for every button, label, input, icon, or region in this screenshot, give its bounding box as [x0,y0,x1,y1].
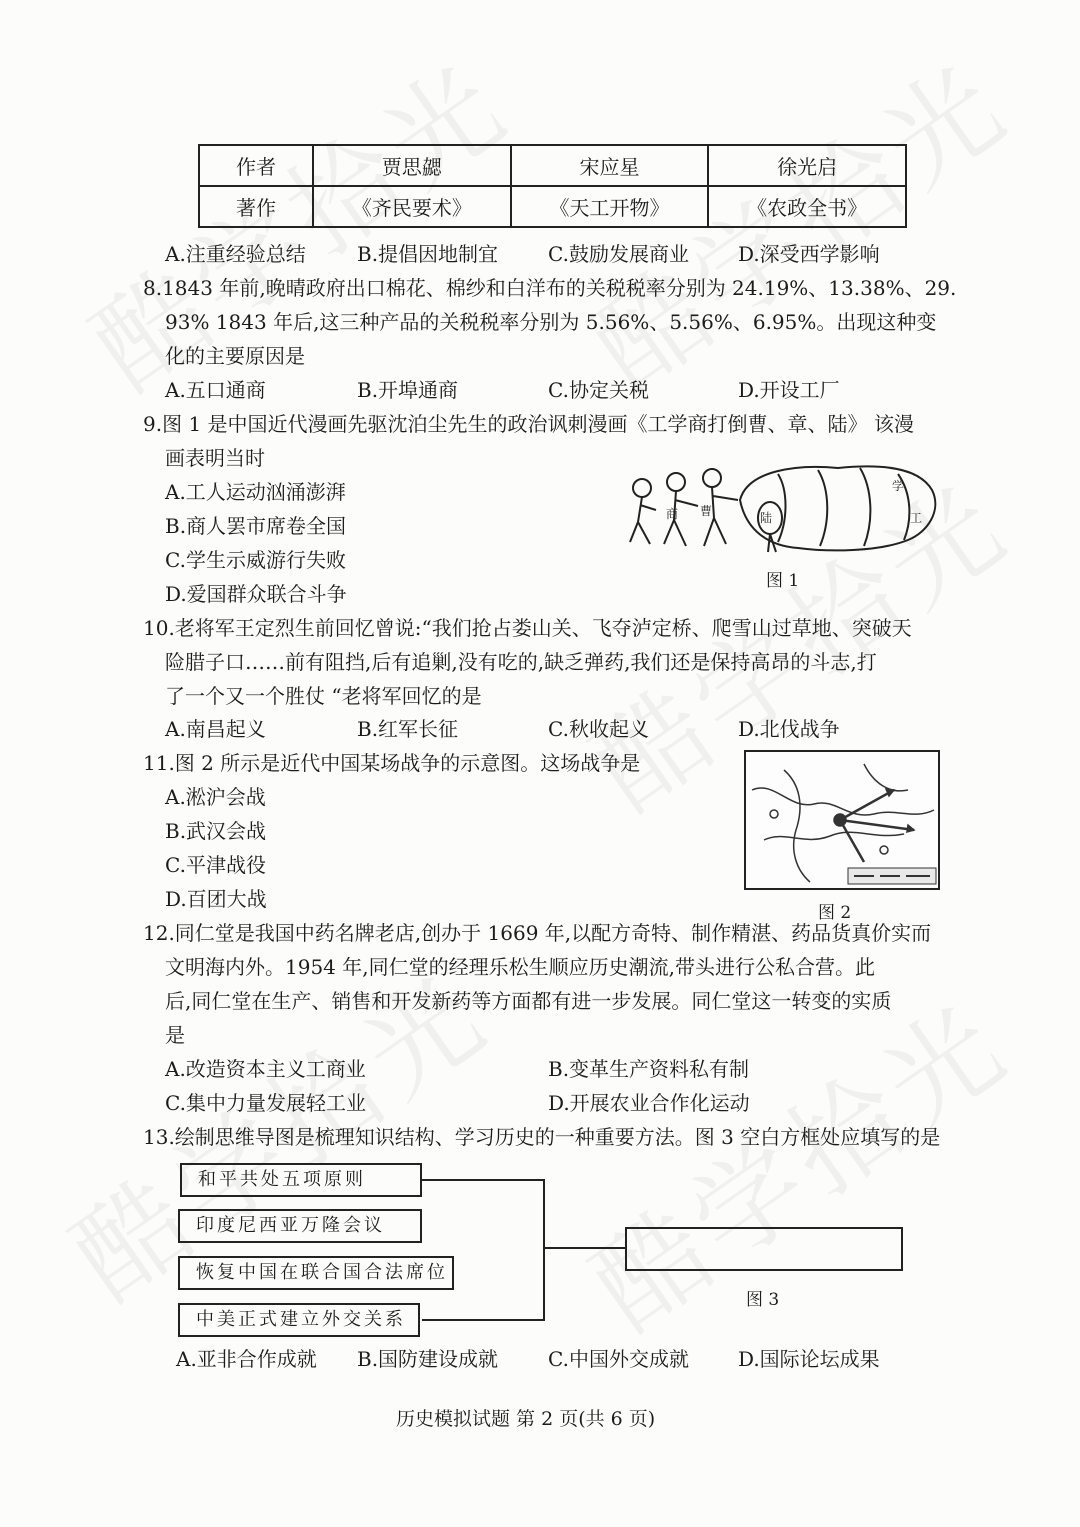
mindmap-box: 和平共处五项原则 [180,1163,422,1197]
q9-option-b[interactable]: B.商人罢市席卷全国 [165,514,347,538]
author-works-table [198,144,907,228]
table-cell: 贾思勰 [313,145,511,186]
svg-text:商: 商 [666,507,679,521]
table-row [199,145,906,186]
q13-option-c[interactable]: C.中国外交成就 [548,1347,689,1371]
q9-stem-line: 9.图 1 是中国近代漫画先驱沈泊尘先生的政治讽刺漫画《工学商打倒曹、章、陆》 该漫 [143,412,914,436]
q8-stem-line: 8.1843 年前,晚晴政府出口棉花、棉纱和白洋布的关税税率分别为 24.19%、13.38%、29. [143,276,957,300]
q13-stem-line: 13.绘制思维导图是梳理知识结构、学习历史的一种重要方法。图 3 空白方框处应填写的是 [143,1125,941,1149]
q12-stem-line: 文明海内外。1954 年,同仁堂的经理乐松生顺应历史潮流,带头进行公私合营。此 [165,955,875,979]
q10-stem-line: 险腊子口……前有阻挡,后有追剿,没有吃的,缺乏弹药,我们还是保持高昂的斗志,打 [165,650,877,674]
q10-stem-line: 10.老将军王定烈生前回忆曾说:“我们抢占娄山关、飞夺泸定桥、爬雪山过草地、突破天 [143,616,912,640]
q10-option-a[interactable]: A.南昌起义 [165,717,266,741]
q12-stem-line: 是 [165,1023,185,1047]
q9-option-c[interactable]: C.学生示威游行失败 [165,548,346,572]
q13-option-b[interactable]: B.国防建设成就 [357,1347,499,1371]
table-cell: 著作 [199,186,313,227]
blank-answer-box[interactable] [625,1227,903,1271]
q7-option-b[interactable]: B.提倡因地制宜 [357,242,499,266]
q10-option-c[interactable]: C.秋收起义 [548,717,649,741]
q8-option-a[interactable]: A.五口通商 [165,378,266,402]
q8-option-d[interactable]: D.开设工厂 [738,378,840,402]
war-map-figure-2 [744,750,940,890]
q12-stem-line: 12.同仁堂是我国中药名牌老店,创办于 1669 年,以配方奇特、制作精湛、药品货真价实而 [143,921,932,945]
q11-option-b[interactable]: B.武汉会战 [165,819,267,843]
figure-1-label: 图 1 [766,571,800,591]
q11-option-d[interactable]: D.百团大战 [165,887,267,911]
q9-stem-line: 画表明当时 [165,446,265,470]
mindmap-box: 中美正式建立外交关系 [178,1303,420,1337]
q11-stem-line: 11.图 2 所示是近代中国某场战争的示意图。这场战争是 [143,751,641,775]
q13-option-d[interactable]: D.国际论坛成果 [738,1347,880,1371]
q7-option-d[interactable]: D.深受西学影响 [738,242,880,266]
q12-option-c[interactable]: C.集中力量发展轻工业 [165,1091,366,1115]
q10-stem-line: 了一个又一个胜仗 “老将军回忆的是 [165,684,482,708]
q7-option-a[interactable]: A.注重经验总结 [165,242,306,266]
table-cell: 《天工开物》 [511,186,709,227]
table-cell: 徐光启 [708,145,906,186]
q9-option-a[interactable]: A.工人运动汹涌澎湃 [165,480,346,504]
table-cell: 作者 [199,145,313,186]
q8-option-c[interactable]: C.协定关税 [548,378,649,402]
table-cell: 宋应星 [511,145,709,186]
mindmap-box: 恢复中国在联合国合法席位 [178,1256,454,1290]
q10-option-b[interactable]: B.红军长征 [357,717,459,741]
figure-3-label: 图 3 [746,1290,780,1310]
q8-stem-line: 化的主要原因是 [165,344,305,368]
figure-2-label: 图 2 [818,903,852,923]
svg-text:工: 工 [910,511,923,525]
table-row [199,186,906,227]
q13-option-a[interactable]: A.亚非合作成就 [176,1347,317,1371]
svg-text:曹: 曹 [700,504,713,518]
mindmap-connectors [420,1170,630,1330]
q11-option-a[interactable]: A.淞沪会战 [165,785,266,809]
mindmap-box: 印度尼西亚万隆会议 [178,1209,422,1243]
page-footer: 历史模拟试题 第 2 页(共 6 页) [396,1408,656,1430]
q10-option-d[interactable]: D.北伐战争 [738,717,840,741]
svg-text:陆: 陆 [760,511,773,525]
cartoon-figure-1 [628,460,940,558]
q8-stem-line: 93% 1843 年后,这三种产品的关税税率分别为 5.56%、5.56%、6.95%。出现这种变 [165,310,937,334]
svg-text:学: 学 [892,479,905,493]
q12-option-d[interactable]: D.开展农业合作化运动 [548,1091,750,1115]
q9-option-d[interactable]: D.爱国群众联合斗争 [165,582,347,606]
table-cell: 《齐民要术》 [313,186,511,227]
q12-option-b[interactable]: B.变革生产资料私有制 [548,1057,750,1081]
table-cell: 《农政全书》 [708,186,906,227]
q12-option-a[interactable]: A.改造资本主义工商业 [165,1057,366,1081]
q11-option-c[interactable]: C.平津战役 [165,853,266,877]
q7-option-c[interactable]: C.鼓励发展商业 [548,242,689,266]
q12-stem-line: 后,同仁堂在生产、销售和开发新药等方面都有进一步发展。同仁堂这一转变的实质 [165,989,892,1013]
q8-option-b[interactable]: B.开埠通商 [357,378,459,402]
